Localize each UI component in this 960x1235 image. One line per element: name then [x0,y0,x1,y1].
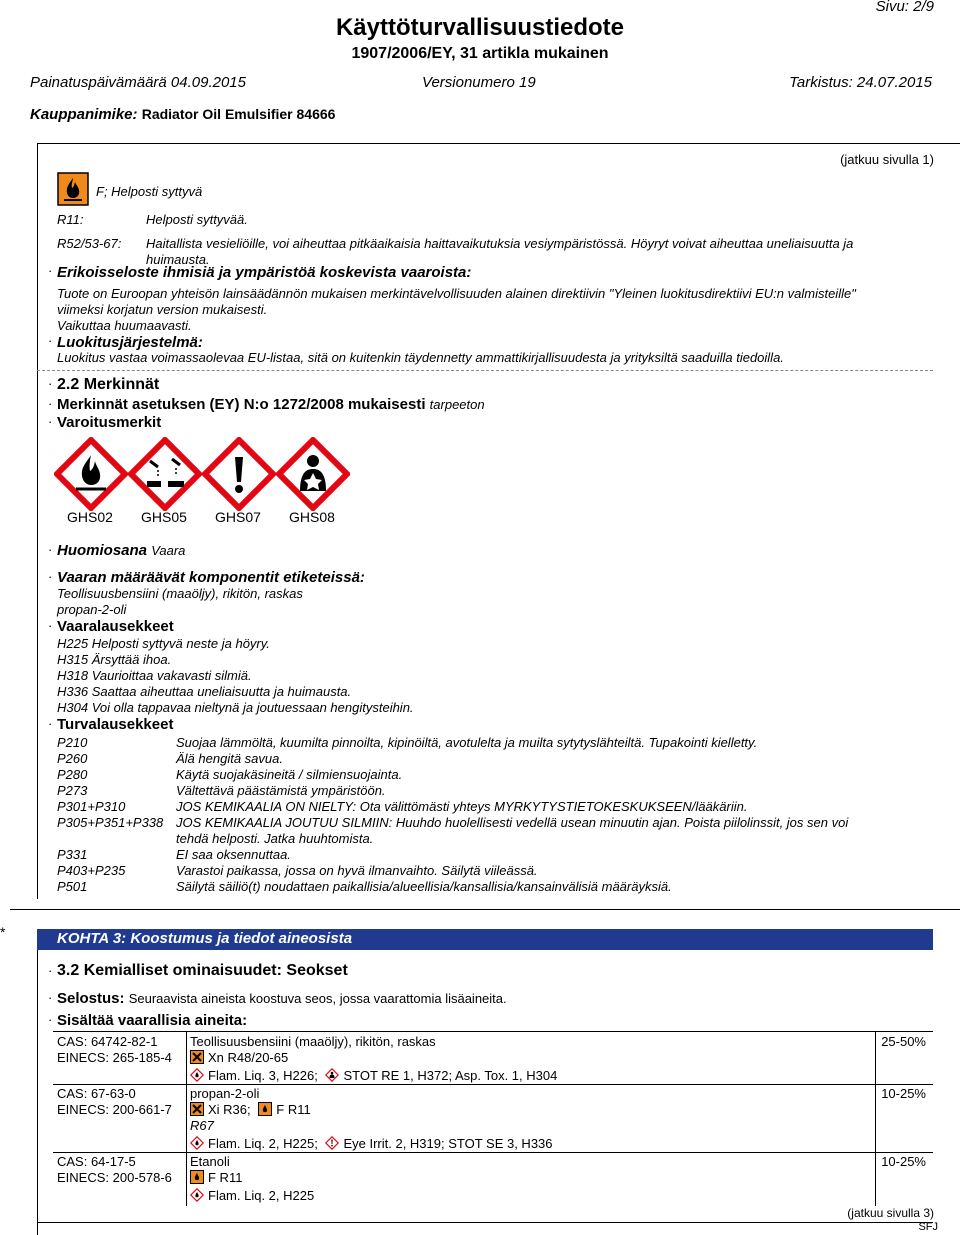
p-text: EI saa oksennuttaa. [176,847,291,862]
h-statement: H304 Voi olla tappavaa nieltynä ja joutuessaan hengitysteihin. [57,700,414,715]
flammable-symbol-icon [57,172,89,206]
p-code: P260 [57,751,88,766]
bullet-dot: · [48,716,53,731]
substance-clp: Flam. Liq. 3, H226; STOT RE 1, H372; Asp. Tox. 1, H304 [190,1068,557,1083]
components-heading: Vaaran määräävät komponentit etiketeissä: [57,569,365,586]
section3-subheading: 3.2 Kemialliset ominaisuudet: Seokset [57,962,348,979]
substances-table [53,1031,933,1206]
substance-dsd: Xn R48/20-65 [190,1050,288,1065]
harmful-x-icon [190,1050,204,1064]
p-code: P210 [57,735,88,750]
component-item: Teollisuusbensiini (maaöljy), rikitön, raskas [57,586,303,601]
classification-heading: Luokitusjärjestelmä: [57,334,203,351]
special-hazard-line-2: viimeksi korjatun version mukaisesti. [57,302,268,317]
bullet-dot: · [48,542,53,557]
r52-text-2: huimausta. [146,252,210,267]
ghs-code-label: GHS07 [215,509,261,525]
footer-language-code: SFJ [918,1221,938,1233]
substance-einecs: EINECS: 265-185-4 [57,1050,172,1065]
bullet-dot: · [48,1012,53,1027]
ghs-code-label: GHS02 [67,509,113,525]
page-title: Käyttöturvallisuustiedote [335,14,625,41]
page-number: Sivu: 2/9 [875,0,934,15]
page-subtitle: 1907/2006/EY, 31 artikla mukainen [351,45,609,62]
exclamation-diamond-icon [325,1136,339,1150]
substance-name: Teollisuusbensiini (maaöljy), rikitön, raskas [190,1034,436,1049]
revision-date: Tarkistus: 24.07.2015 [789,74,932,91]
divider [37,370,933,371]
h-statement: H318 Vaurioittaa vakavasti silmiä. [57,668,252,683]
substance-dsd: Xi R36; F R11 [190,1102,311,1117]
p-text: Varastoi paikassa, jossa on hyvä ilmanvaihto. Säilytä viileässä. [176,863,538,878]
labels-heading: 2.2 Merkinnät [57,376,160,393]
substance-name: propan-2-oli [190,1086,260,1101]
version-number: Versionumero 19 [422,74,536,91]
bullet-dot: · [48,618,53,633]
continued-from: (jatkuu sivulla 1) [840,152,934,167]
p-code: P280 [57,767,88,782]
r52-code: R52/53-67: [57,236,122,251]
section3-frame [37,950,38,1235]
h-statement: H315 Ärsyttää ihoa. [57,652,172,667]
r11-text: Helposti syttyvää. [146,212,248,227]
substance-einecs: EINECS: 200-578-6 [57,1170,172,1185]
bullet-dot: · [48,396,53,411]
ghs02-flame-icon [54,437,128,511]
bullet-dot: · [48,263,53,278]
h-statement: H336 Saattaa aiheuttaa uneliaisuutta ja huimausta. [57,684,352,699]
substance-clp: Flam. Liq. 2, H225 [190,1188,314,1203]
flame-diamond-icon [190,1136,204,1150]
p-code: P305+P351+P338 [57,815,164,830]
substance-cas: CAS: 64-17-5 [57,1154,136,1169]
p-text: Älä hengitä savua. [176,751,283,766]
substance-einecs: EINECS: 200-661-7 [57,1102,172,1117]
section-divider [10,909,960,910]
substance-cas: CAS: 64742-82-1 [57,1034,158,1049]
old-symbol-label: F; Helposti syttyvä [96,184,203,199]
flammable-square-icon [190,1170,204,1184]
p-code: P403+P235 [57,863,126,878]
p-text: JOS KEMIKAALIA JOUTUU SILMIIN: Huuhdo huolellisesti vedellä usean minuutin ajan. Poista piilolinssit, jos sen voi [176,815,849,830]
flammable-square-icon [258,1102,272,1116]
p-statements-heading: Turvalausekkeet [57,716,174,733]
trade-name: Kauppanimike: Radiator Oil Emulsifier 84666 [30,106,336,123]
p-text: Säilytä säiliö(t) noudattaen paikallisia/alueellisia/kansallisia/kansainvälisiä määräyksiä. [176,879,672,894]
p-code: P331 [57,847,88,862]
substance-dsd-extra: R67 [190,1118,214,1133]
substance-dsd: F R11 [190,1170,242,1185]
ghs-code-label: GHS08 [289,509,335,525]
print-date: Painatuspäivämäärä 04.09.2015 [30,74,246,91]
signal-word: Huomiosana Vaara [57,542,186,559]
ghs07-exclamation-icon [202,437,276,511]
pictograms-heading: Varoitusmerkit [57,414,162,431]
mixture-description: Selostus: Seuraavista aineista koostuva seos, jossa vaarattomia lisäaineita. [57,990,507,1007]
substance-cas: CAS: 67-63-0 [57,1086,136,1101]
health-hazard-diamond-icon [325,1068,339,1082]
p-text-continued: tehdä helposti. Jatka huuhtomista. [176,831,374,846]
h-statements-heading: Vaaralausekkeet [57,618,174,635]
bullet-dot: · [48,376,53,391]
substance-range: 10-25% [881,1086,926,1101]
revision-marker: * [0,924,6,940]
substance-clp: Flam. Liq. 2, H225; Eye Irrit. 2, H319; STOT SE 3, H336 [190,1136,553,1151]
bullet-dot: · [48,569,53,584]
p-code: P501 [57,879,88,894]
p-text: Vältettävä päästämistä ympäristöön. [176,783,386,798]
p-text: Käytä suojakäsineitä / silmiensuojainta. [176,767,403,782]
labels-regulation: Merkinnät asetuksen (EY) N:o 1272/2008 mukaisesti tarpeeton [57,396,485,413]
h-statement: H225 Helposti syttyvä neste ja höyry. [57,636,270,651]
bullet-dot: · [48,963,53,978]
special-hazard-line-3: Vaikuttaa huumaavasti. [57,318,192,333]
continued-to: (jatkuu sivulla 3) [847,1206,934,1220]
bullet-dot: · [48,414,53,429]
footer-rule [37,1222,933,1223]
section3-title: KOHTA 3: Koostumus ja tiedot aineosista [57,930,353,947]
irritant-x-icon [190,1102,204,1116]
substance-range: 25-50% [881,1034,926,1049]
p-text: Suojaa lämmöltä, kuumilta pinnoilta, kipinöiltä, avotulelta ja muilta sytytyslähteiltä. Tupakointi kielletty. [176,735,758,750]
ghs08-health-hazard-icon [276,437,350,511]
ghs-code-label: GHS05 [141,509,187,525]
p-text: JOS KEMIKAALIA ON NIELTY: Ota välittömästi yhteys MYRKYTYSTIETOKESKUKSEEN/lääkäriin. [176,799,748,814]
r52-text-1: Haitallista vesieliöille, voi aiheuttaa pitkäaikaisia haittavaikutuksia vesiympäristössä. Höyryt voivat aiheuttaa uneliaisuutta ja [146,236,854,251]
special-hazard-line-1: Tuote on Euroopan yhteisön lainsäädännön mukaisen merkintävelvollisuuden alainen direktiivin "Yleinen luokitusdirektiivi EU:n valmisteille" [57,286,856,301]
component-item: propan-2-oli [57,602,127,617]
r11-code: R11: [57,212,84,227]
bullet-dot: · [48,990,53,1005]
p-code: P273 [57,783,88,798]
section3-banner [37,929,933,950]
classification-text: Luokitus vastaa voimassaolevaa EU-listaa, sitä on kuitenkin täydennetty ammattikirjallisuudesta ja yrityksiltä saaduilla tiedoilla. [57,350,784,365]
p-code: P301+P310 [57,799,126,814]
special-hazard-heading: Erikoisseloste ihmisiä ja ympäristöä koskevista vaaroista: [57,264,472,281]
hazardous-substances-heading: Sisältää vaarallisia aineita: [57,1012,248,1029]
flame-diamond-icon [190,1068,204,1082]
substance-name: Etanoli [190,1154,230,1169]
ghs05-corrosion-icon [128,437,202,511]
bullet-dot: · [48,333,53,348]
flame-diamond-icon [190,1188,204,1202]
substance-range: 10-25% [881,1154,926,1169]
